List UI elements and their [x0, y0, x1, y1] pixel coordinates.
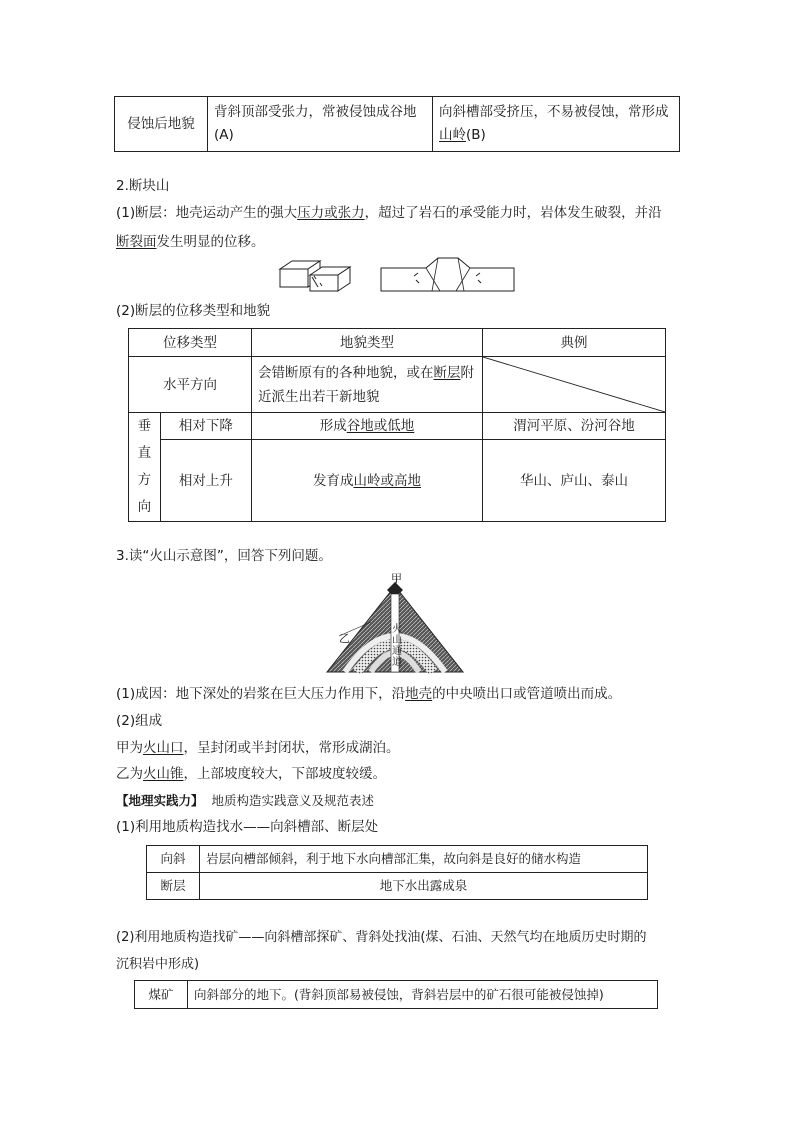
up-example: 华山、庐山、泰山	[483, 440, 666, 522]
water-key-fault: 断层	[147, 873, 200, 900]
up-label: 相对上升	[160, 440, 251, 522]
syncline-text-end: (B)	[466, 127, 486, 143]
row-label: 侵蚀后地貌	[115, 97, 208, 152]
diagonal-cell	[483, 357, 666, 413]
fault-definition-line2: 断裂面发生明显的位移。	[116, 234, 265, 250]
label-yi: 乙	[339, 632, 350, 645]
anticline-cell: 背斜顶部受张力，常被侵蚀成谷地(A)	[208, 97, 433, 152]
down-example: 渭河平原、汾河谷地	[483, 413, 666, 440]
find-mineral-line1: (2)利用地质构造找矿——向斜槽部探矿、背斜处找油(煤、石油、天然气均在地质历史时期的	[116, 930, 647, 945]
water-val-syncline: 岩层向槽部倾斜，利于地下水向槽部汇集，故向斜是良好的储水构造	[200, 846, 648, 873]
down-landform: 形成谷地或低地	[252, 413, 483, 440]
mine-val: 向斜部分的地下。(背斜顶部易被侵蚀，背斜岩层中的矿石很可能被侵蚀掉)	[188, 981, 658, 1009]
syncline-underline: 山岭	[439, 127, 466, 143]
fault-types-heading: (2)断层的位移类型和地貌	[116, 303, 271, 319]
header-landform: 地貌类型	[252, 329, 483, 357]
label-channel: 火山通道	[392, 624, 402, 668]
landform-table	[114, 96, 680, 152]
down-label: 相对下降	[160, 413, 251, 440]
volcano-cause: (1)成因：地下深处的岩浆在巨大压力作用下，沿地壳的中央喷出口或管道喷出而成。	[116, 686, 622, 702]
find-mineral-line2: 沉积岩中形成)	[116, 957, 200, 972]
volcano-composition: (2)组成	[116, 713, 163, 729]
fault-definition: (1)断层：地壳运动产生的强大压力或张力，超过了岩石的承受能力时，岩体发生破裂，并沿	[116, 205, 662, 221]
vertical-label: 垂 直 方 向	[129, 413, 161, 522]
water-val-fault: 地下水出露成泉	[200, 873, 648, 900]
fault-table	[128, 328, 666, 522]
horizontal-label: 水平方向	[129, 357, 252, 413]
header-example: 典例	[483, 329, 666, 357]
label-jia: 甲	[391, 572, 402, 585]
practice-heading: 【地理实践力】 地质构造实践意义及规范表述	[116, 793, 375, 808]
syncline-cell	[433, 97, 680, 152]
syncline-text: 向斜槽部受挤压，不易被侵蚀，常形成	[439, 104, 669, 120]
fault-block-diagram	[278, 257, 352, 293]
horizontal-text: 会错断原有的各种地貌，或在断层附近派生出若干新地貌	[252, 357, 483, 413]
volcano-crater: 甲为火山口，呈封闭或半封闭状，常形成湖泊。	[116, 740, 400, 756]
mine-key: 煤矿	[135, 981, 188, 1009]
horst-graben-diagram	[380, 256, 516, 292]
section3-heading: 3.读“火山示意图”，回答下列问题。	[116, 548, 332, 564]
header-displacement: 位移类型	[129, 329, 252, 357]
find-water-heading: (1)利用地质构造找水——向斜槽部、断层处	[116, 819, 379, 835]
water-key-syncline: 向斜	[147, 846, 200, 873]
volcano-cone: 乙为火山锥，上部坡度较大，下部坡度较缓。	[116, 766, 386, 782]
mine-table	[134, 980, 658, 1009]
section2-heading: 2.断块山	[116, 178, 170, 194]
up-landform: 发育成山岭或高地	[252, 440, 483, 522]
water-table	[146, 845, 648, 900]
